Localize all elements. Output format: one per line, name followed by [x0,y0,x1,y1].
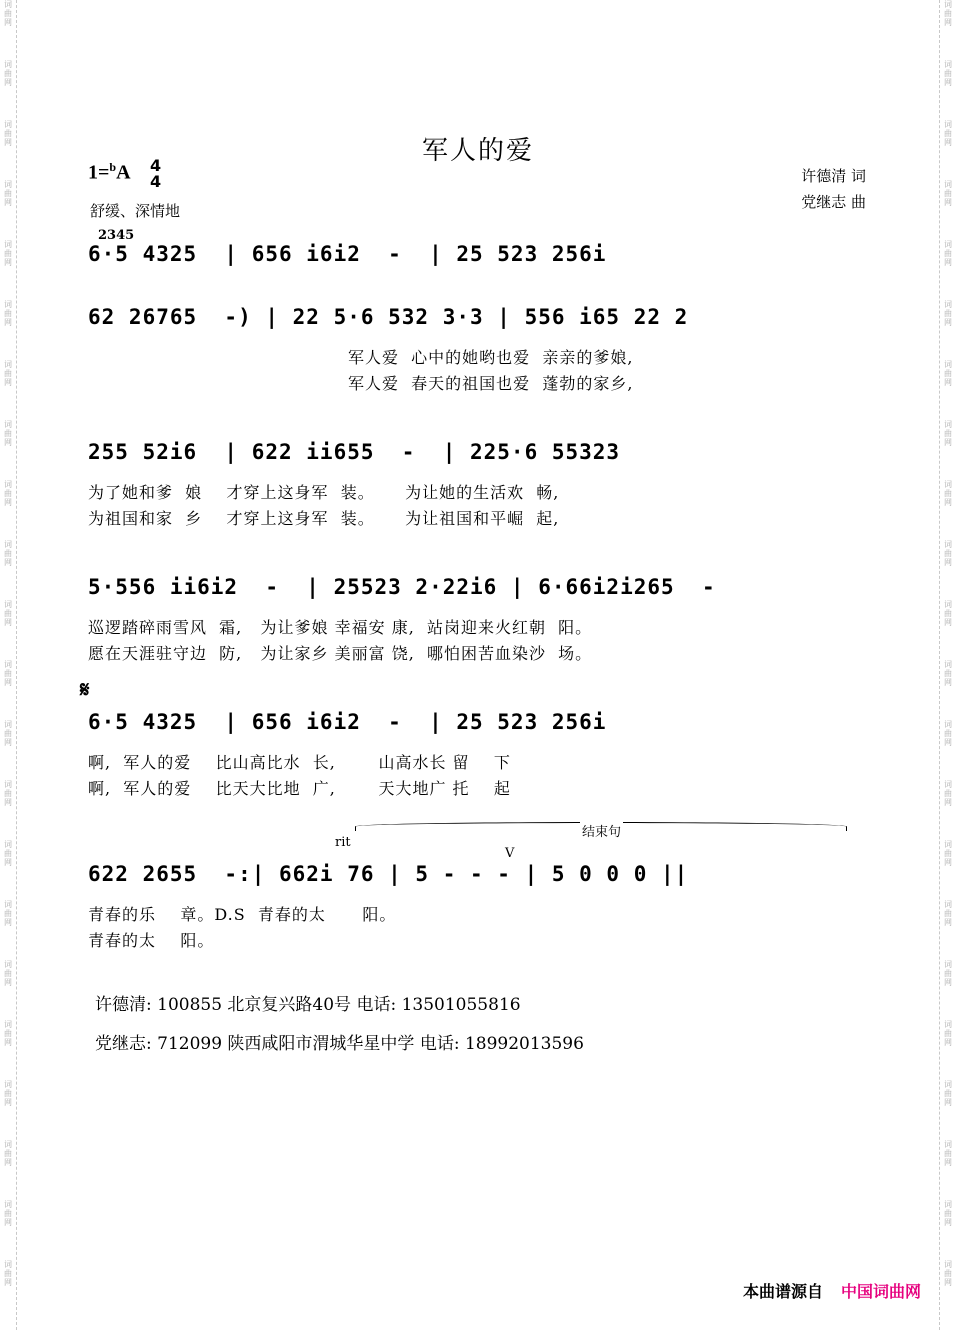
watermark-text: 词 曲 网 [944,1080,952,1107]
watermark-text: 词 曲 网 [944,420,952,447]
watermark-text: 词 曲 网 [944,360,952,387]
composer-credit: 党继志 曲 [801,193,866,211]
lyricist-credit: 许德清 词 [801,167,866,185]
watermark-text: 词 曲 网 [4,300,12,327]
key-signature: 1=$^b$A [88,160,131,184]
watermark-text: 词 曲 网 [4,360,12,387]
lyric-verse-2: 军人爱 春天的祖国也爱 蓬勃的家乡, [348,374,634,393]
watermark-text: 词 曲 网 [4,480,12,507]
watermark-text: 词 曲 网 [944,60,952,87]
watermark-text: 词 曲 网 [4,540,12,567]
watermark-text: 词 曲 网 [4,900,12,927]
watermark-text: 词 曲 网 [944,120,952,147]
watermark-text: 词 曲 网 [944,240,952,267]
notes-line: 255 52i6 | 622 ii655 - | 225·6 55323 [88,440,621,464]
contact-lyricist: 许德清: 100855 北京复兴路40号 电话: 13501055816 [95,995,521,1015]
watermark-text: 词 曲 网 [944,960,952,987]
watermark-text: 词 曲 网 [4,180,12,207]
watermark-text: 词 曲 网 [944,0,952,27]
watermark-text: 词 曲 网 [4,60,12,87]
watermark-text: 词 曲 网 [4,780,12,807]
notes-line: 62 26765 -) | 22 5·6 532 3·3 | 556 i65 22 2 [88,305,689,329]
notes-line: 6·5 4325 | 656 i6i2 - | 25 523 256i [88,242,607,266]
watermark-text: 词 曲 网 [944,660,952,687]
footer-brand-link[interactable]: 中国词曲网 [840,1282,921,1301]
watermark-text: 词 曲 网 [4,840,12,867]
watermark-text: 词 曲 网 [944,840,952,867]
lyric-verse-2: 愿在天涯驻守边 防, 为让家乡 美丽富 饶, 哪怕困苦血染沙 场。 [88,644,593,663]
watermark-text: 词 曲 网 [944,300,952,327]
watermark-text: 词 曲 网 [4,660,12,687]
breath-mark: V [505,846,515,861]
left-watermark-strip [0,0,17,1330]
watermark-text: 词 曲 网 [944,780,952,807]
contact-composer: 党继志: 712099 陕西咸阳市渭城华星中学 电话: 18992013596 [95,1034,584,1054]
lyric-verse-1: 巡逻踏碎雨雪风 霜, 为让爹娘 幸福安 康, 站岗迎来火红朝 阳。 [88,618,593,637]
watermark-text: 词 曲 网 [944,1260,952,1287]
lyric-verse-1: 啊, 军人的爱 比山高比水 长, 山高水长 留 下 [88,753,511,772]
watermark-text: 词 曲 网 [4,720,12,747]
lyric-verse-2: 啊, 军人的爱 比天大比地 广, 天大地广 托 起 [88,779,511,798]
watermark-text: 词 曲 网 [4,1140,12,1167]
grace-notes: 2345 [98,228,135,243]
lyric-verse-1: 军人爱 心中的她哟也爱 亲亲的爹娘, [348,348,634,367]
watermark-text: 词 曲 网 [4,1080,12,1107]
watermark-text: 词 曲 网 [4,1260,12,1287]
footer-source-text: 本曲谱源自 [742,1282,823,1301]
watermark-text: 词 曲 网 [4,120,12,147]
lyric-verse-1: 青春的乐 章。D.S 青春的太 阳。 [88,905,397,924]
watermark-text: 词 曲 网 [944,600,952,627]
rit-marking: rit [335,835,351,850]
watermark-text: 词 曲 网 [4,1200,12,1227]
watermark-text: 词 曲 网 [4,0,12,27]
segno-sign: 𝄋 [80,678,90,703]
notes-line: 622 2655 -:| 662i 76 | 5 - - - | 5 0 0 0 || [88,862,689,886]
notes-line: 5·556 ii6i2 - | 25523 2·22i6 | 6·66i2i265 - [88,575,716,599]
notes-line: 6·5 4325 | 656 i6i2 - | 25 523 256i [88,710,607,734]
ending-label: 结束句 [580,821,623,840]
time-signature: 4 4 [150,156,162,191]
song-title: 军人的爱 [421,136,534,166]
watermark-text: 词 曲 网 [944,1020,952,1047]
watermark-text: 词 曲 网 [944,180,952,207]
lyric-verse-2: 为祖国和家 乡 才穿上这身军 装。 为让祖国和平崛 起, [88,509,560,528]
watermark-text: 词 曲 网 [944,480,952,507]
watermark-text: 词 曲 网 [944,900,952,927]
tempo-marking: 舒缓、深情地 [90,202,181,220]
watermark-text: 词 曲 网 [944,720,952,747]
watermark-text: 词 曲 网 [4,420,12,447]
watermark-text: 词 曲 网 [4,1020,12,1047]
footer-source [743,1279,921,1302]
watermark-text: 词 曲 网 [944,1140,952,1167]
watermark-text: 词 曲 网 [4,600,12,627]
lyric-verse-1: 为了她和爹 娘 才穿上这身军 装。 为让她的生活欢 畅, [88,483,560,502]
watermark-text: 词 曲 网 [944,1200,952,1227]
right-watermark-strip [939,0,956,1330]
watermark-text: 词 曲 网 [4,240,12,267]
lyric-verse-2: 青春的太 阳。 [88,931,215,950]
watermark-text: 词 曲 网 [4,960,12,987]
watermark-text: 词 曲 网 [944,540,952,567]
